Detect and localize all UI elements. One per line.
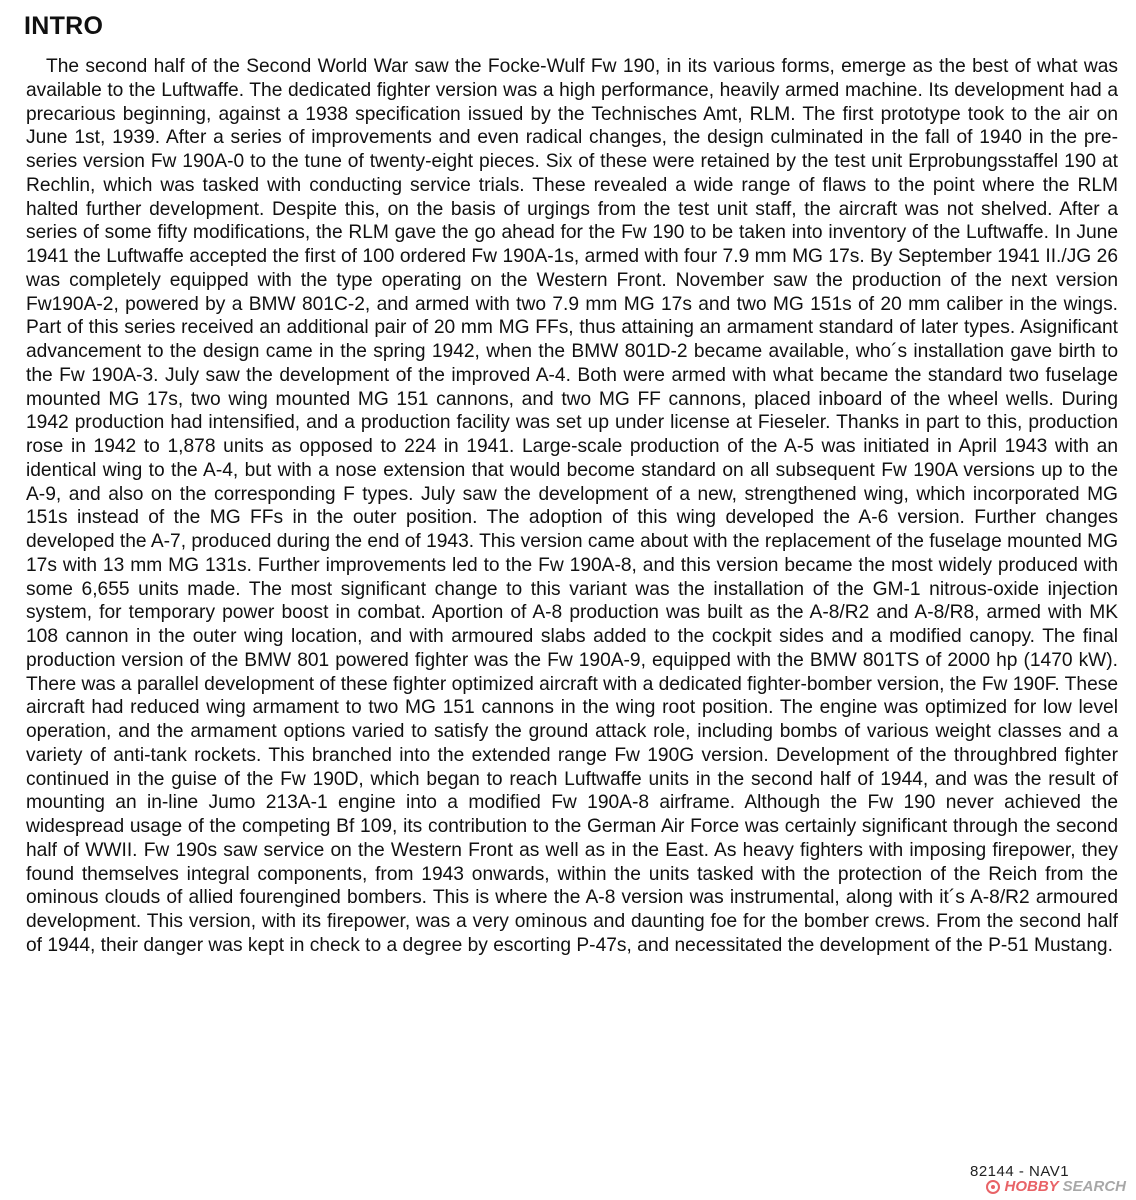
- watermark-brand-left: HOBBY: [1004, 1178, 1059, 1195]
- watermark: [986, 1178, 1126, 1196]
- intro-paragraph: The second half of the Second World War saw the Focke-Wulf Fw 190, in its various forms, emerge as the best of what was available to the Luftwaffe. The dedicated fighter version was a high performance, heavily armed machine. Its development had a precarious beginning, against a 1938 specification issued by the Technisches Amt, RLM. The first prototype took to the air on June 1st, 1939. After a series of improvements and even radical changes, the design culminated in the fall of 1940 in the pre-series version Fw 190A-0 to the tune of twenty-eight pieces. Six of these were retained by the test unit Erprobungsstaffel 190 at Rechlin, which was tasked with conducting service trials. These revealed a wide range of flaws to the point where the RLM halted further development. Despite this, on the basis of urgings from the test unit staff, the aircraft was not shelved. After a series of some fifty modifications, the RLM gave the go ahead for the Fw 190 to be taken into inventory of the Luftwaffe. In June 1941 the Luftwaffe accepted the first of 100 ordered Fw 190A-1s, armed with four 7.9 mm MG 17s. By September 1941 II./JG 26 was completely equipped with the type operating on the Western Front. November saw the production of the next version Fw190A-2, powered by a BMW 801C-2, and armed with two 7.9 mm MG 17s and two MG 151s of 20 mm caliber in the wings. Part of this series received an additional pair of 20 mm MG FFs, thus attaining an armament standard of later types. Asignificant advancement to the design came in the spring 1942, when the BMW 801D-2 became available, who´s installation gave birth to the Fw 190A-3. July saw the development of the improved A-4. Both were armed with what became the standard two fuselage mounted MG 17s, two wing mounted MG 151 cannons, and two MG FF cannons, placed inboard of the wheel wells. During 1942 production had intensified, and a production facility was set up under license at Fieseler. Thanks in part to this, production rose in 1942 to 1,878 units as opposed to 224 in 1941. Large-scale production of the A-5 was initiated in April 1943 with an identical wing to the A-4, but with a nose extension that would become standard on all subsequent Fw 190A versions up to the A-9, and also on the corresponding F types. July saw the development of a new, strengthened wing, which incorporated MG 151s instead of the MG FFs in the outer position. The adoption of this wing developed the A-6 version. Further changes developed the A-7, produced during the end of 1943. This version came about with the replacement of the fuselage mounted MG 17s with 13 mm MG 131s. Further improvements led to the Fw 190A-8, and this version became the most widely produced with some 6,655 units made. The most significant change to this variant was the installation of the GM-1 nitrous-oxide injection system, for temporary power boost in combat. Aportion of A-8 production was built as the A-8/R2 and A-8/R8, armed with MK 108 cannon in the outer wing location, and with armoured slabs added to the cockpit sides and a modified canopy. The final production version of the BMW 801 powered fighter was the Fw 190A-9, equipped with the BMW 801TS of 2000 hp (1470 kW). There was a parallel development of these fighter optimized aircraft with a dedicated fighter-bomber version, the Fw 190F. These aircraft had reduced wing armament to two MG 151 cannons in the wing root position. The engine was optimized for low level operation, and the armament options varied to satisfy the ground attack role, including bombs of various weight classes and a variety of anti-tank rockets. This branched into the extended range Fw 190G version. Development of the throughbred fighter continued in the guise of the Fw 190D, which began to reach Luftwaffe units in the second half of 1944, and was the result of mounting an in-line Jumo 213A-1 engine into a modified Fw 190A-8 airframe. Although the Fw 190 never achieved the widespread usage of the competing Bf 109, its contribution to the German Air Force was certainly significant through the second half of WWII. Fw 190s saw service on the Western Front as well as in the East. As heavy fighters with imposing firepower, they found themselves integral components, from 1943 onwards, within the units tasked with the protection of the Reich from the ominous clouds of allied fourengined bombers. This is where the A-8 version was instrumental, along with it´s A-8/R2 armoured development. This version, with its firepower, was a very ominous and daunting foe for the bomber crews. From the second half of 1944, their danger was kept in check to a degree by escorting P-47s, and necessitated the development of the P-51 Mustang.: [26, 56, 1118, 956]
- watermark-brand-right: SEARCH: [1062, 1178, 1126, 1195]
- section-heading: INTRO: [24, 12, 104, 40]
- magnifier-icon: [986, 1180, 1000, 1194]
- document-code: 82144 - NAV1: [970, 1163, 1070, 1180]
